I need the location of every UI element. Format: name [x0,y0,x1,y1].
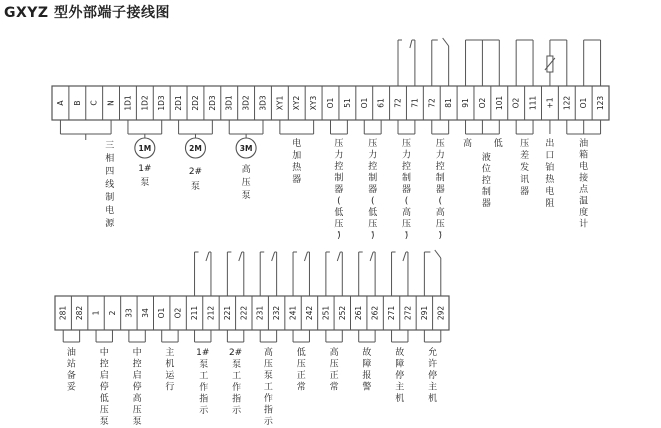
terminal-label: 271 [387,305,397,321]
terminal-label: 252 [337,305,347,321]
terminal-label: 211 [190,305,200,321]
terminal-label: 3D1 [224,95,234,111]
terminal-label: 1D3 [157,95,167,111]
group-label: 电加热器 [292,139,302,185]
terminal-label: 72 [393,98,403,108]
terminal-label: 61 [376,98,386,108]
group-label: 出口铂热电阻 [545,139,555,209]
signal-label: 1# [196,348,210,358]
terminal-label: O1 [157,307,167,319]
group-label: 压力控制器(低压) [368,139,378,241]
terminal-label: A [55,100,65,106]
group-label: 油箱电接点温度计 [579,139,589,230]
group-label: 压力控制器(高压) [435,139,445,241]
terminal-label: 232 [272,305,282,321]
terminal-label: 222 [239,305,249,321]
terminal-label: O2 [511,97,521,109]
contact-blade [304,252,307,261]
terminal-label: 1D2 [140,95,150,111]
contact-blade [272,252,275,261]
signal-label: 高压泵工作指示 [263,348,273,427]
contact-blade [443,38,449,46]
terminal-label: 34 [140,308,150,318]
terminal-label: 282 [75,305,85,321]
terminal-label: O1 [579,97,589,109]
terminal-label: O1 [326,97,335,109]
terminal-label: 241 [288,305,298,321]
terminal-label: O2 [477,97,487,109]
terminal-label: 72 [427,98,437,108]
group-label: 压力控制器(低压) [334,139,344,241]
terminal-label: 231 [255,305,265,321]
level-low: 低 [493,139,503,149]
contact-blade [239,252,242,261]
motor-caption: 泵 [140,178,150,188]
contact-blade [435,250,441,258]
terminal-label: 291 [419,305,429,321]
contact-blade [403,252,406,261]
contact-blade [206,252,209,261]
terminal-label: C [89,100,99,106]
terminal-label: 71 [410,98,420,108]
group-label: 液位控制器 [481,153,491,209]
terminal-label: 81 [444,98,454,108]
page-title: GXYZ 型外部端子接线图 [4,5,170,21]
terminal-label: XY1 [275,95,285,111]
motor-caption: 泵 [190,182,200,192]
terminal-label: 1 [91,310,101,316]
terminal-label: 3D2 [241,95,251,111]
terminal-label: 2D1 [174,95,184,111]
terminal-label: 251 [321,305,331,321]
terminal-label: 272 [403,305,413,321]
terminal-label: B [72,100,82,106]
terminal-label: 123 [596,95,606,111]
terminal-label: O2 [173,307,183,319]
terminal-label: 51 [342,98,352,108]
terminal-label: 262 [370,305,380,321]
level-high: 高 [463,139,473,149]
terminal-label: +1 [545,97,555,109]
terminal-label: 3D3 [258,95,268,111]
terminal-label: 33 [124,308,134,318]
signal-label: 中控启停高压泵 [132,348,142,427]
contact-blade [337,252,340,261]
signal-label: 允许停主机 [428,348,438,404]
terminal-label: 261 [354,305,364,321]
terminal-label: 212 [206,305,216,321]
terminal-label: 2D3 [207,95,217,111]
group-label: 压差发讯器 [520,139,530,197]
signal-label: 中控启停低压泵 [99,348,109,427]
terminal-label: XY2 [292,95,302,111]
terminal-label: 122 [562,95,572,111]
terminal-label: 221 [222,305,232,321]
signal-label: 故障报警 [362,348,372,393]
terminal-label: N [106,100,116,106]
signal-label: 泵工作指示 [199,360,209,416]
signal-label: 故障停主机 [395,348,405,404]
terminal-label: 2D2 [190,95,200,111]
signal-label: 高压正常 [329,348,339,393]
terminal-label: 111 [528,95,538,111]
motor-label: 1M [138,144,152,153]
signal-label: 低压正常 [296,348,306,393]
terminal-label: 242 [304,305,314,321]
terminal-label: 101 [494,95,504,111]
group-label: 压力控制器(高压) [401,139,411,241]
terminal-label: 281 [58,305,68,321]
terminal-label: 91 [461,98,471,108]
terminal-label: XY3 [309,95,319,111]
group-label: 三相四线制电源 [105,141,115,229]
motor-caption: 2# [188,167,203,177]
terminal-label: O1 [359,97,369,109]
terminal-label: 292 [436,305,446,321]
signal-label: 油站备妥 [66,348,76,393]
motor-caption: 1# [138,164,152,174]
signal-label: 泵工作指示 [232,360,242,416]
motor-caption: 高压泵 [241,165,251,201]
contact-blade [410,40,412,48]
signal-label: 2# [228,348,243,358]
terminal-label: 1D1 [123,95,133,111]
motor-label: 2M [189,144,202,153]
contact-blade [370,252,373,261]
motor-label: 3M [239,144,253,153]
terminal-label: 2 [107,310,117,316]
signal-label: 主机运行 [165,348,175,393]
